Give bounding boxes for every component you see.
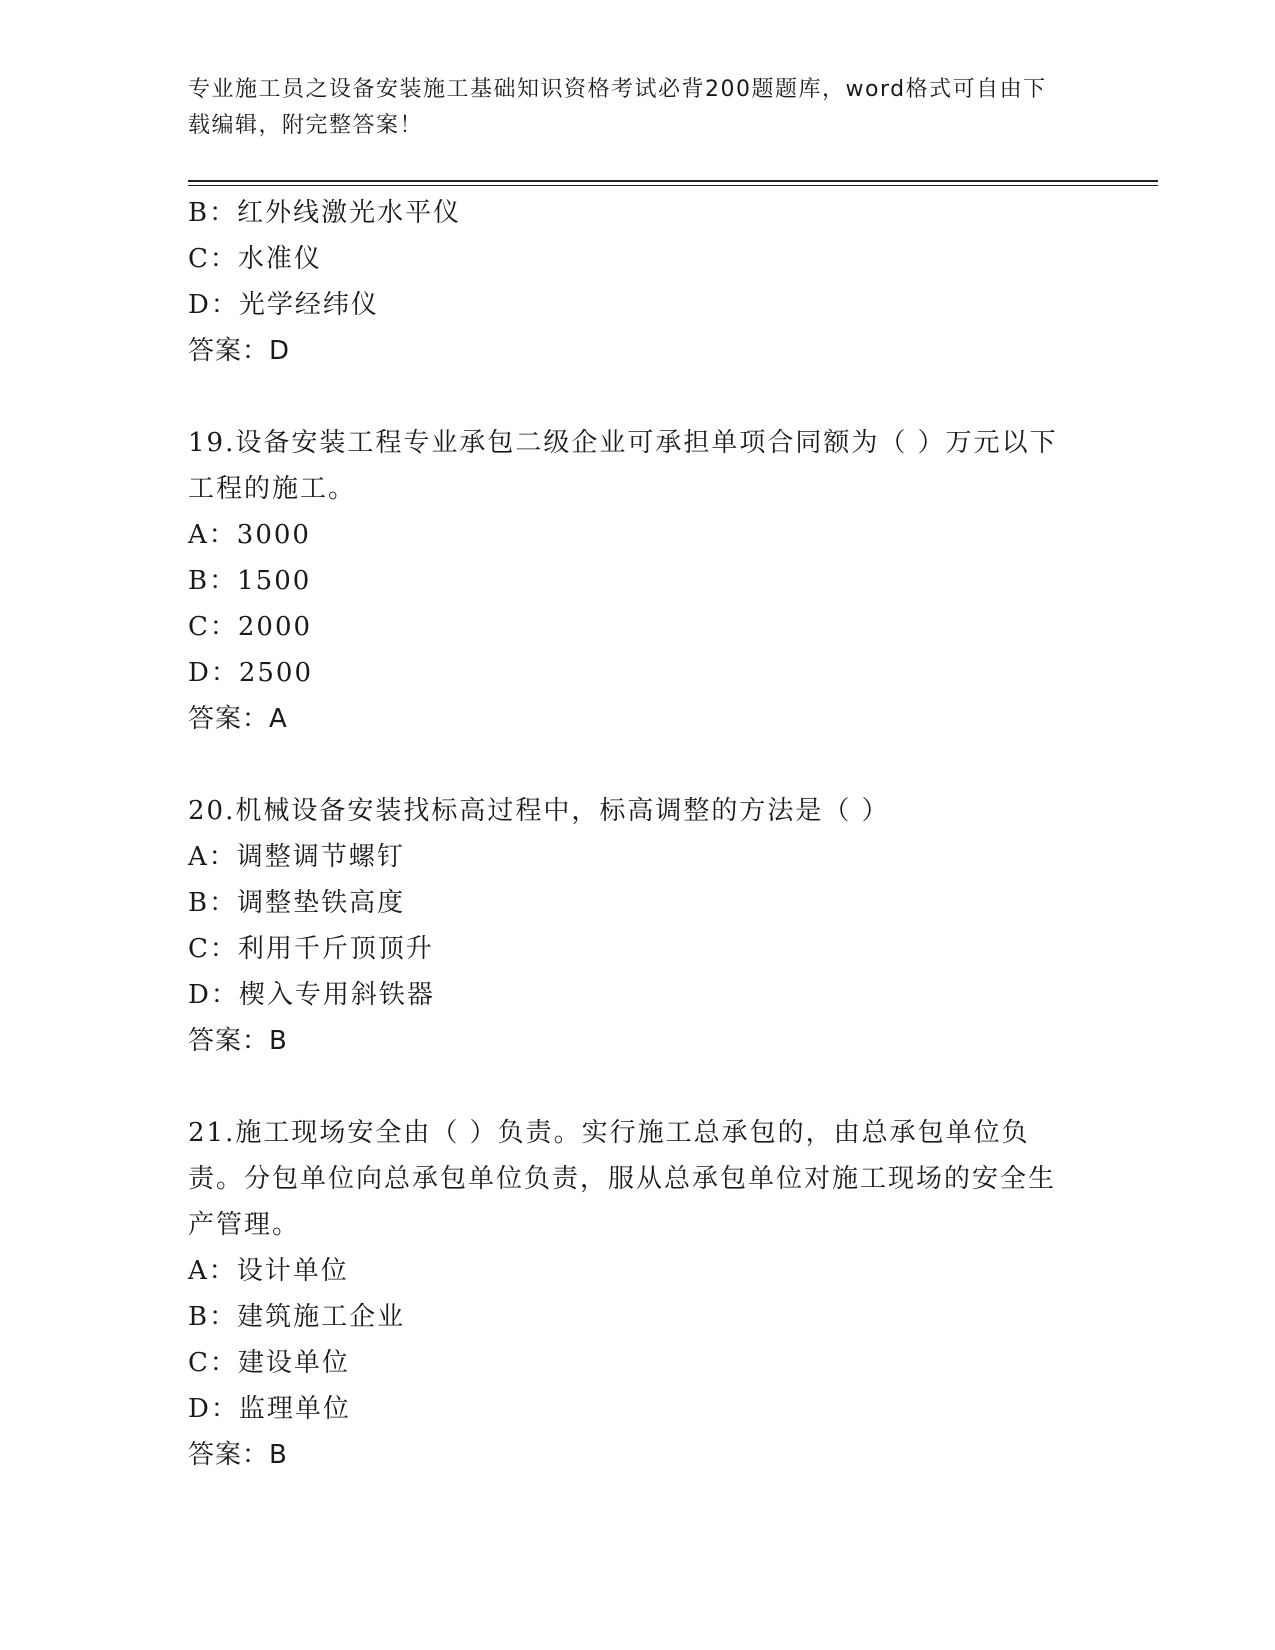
option-line: B：1500: [188, 566, 312, 596]
option-line: D：监理单位: [188, 1394, 351, 1424]
question-text: 21.施工现场安全由（ ）负责。实行施工总承包的，由总承包单位负责。分包单位向总承包单位负责，服从总承包单位对施工现场的安全生产管理。: [188, 1118, 1057, 1240]
option-line: A：设计单位: [188, 1256, 349, 1286]
spacer: [188, 1064, 1068, 1110]
spacer: [188, 742, 1068, 788]
option-line: B：调整垫铁高度: [188, 888, 406, 918]
option-line: D：光学经纬仪: [188, 290, 379, 320]
answer-line: 答案：A: [188, 704, 288, 734]
option-line: A：3000: [188, 520, 311, 550]
document-header: 专业施工员之设备安装施工基础知识资格考试必背200题题库，word格式可自由下载编辑，附完整答案！: [188, 77, 1047, 138]
spacer: [188, 374, 1068, 420]
answer-line: 答案：D: [188, 336, 291, 366]
option-line: C：水准仪: [188, 244, 322, 274]
option-line: B：红外线激光水平仪: [188, 198, 462, 228]
option-line: D：2500: [188, 658, 314, 688]
header-divider: [188, 180, 1158, 186]
option-line: D：楔入专用斜铁器: [188, 980, 435, 1010]
answer-line: 答案：B: [188, 1440, 288, 1470]
option-line: B：建筑施工企业: [188, 1302, 406, 1332]
question-text: 20.机械设备安装找标高过程中，标高调整的方法是（ ）: [188, 796, 890, 826]
question-text: 19.设备安装工程专业承包二级企业可承担单项合同额为（ ）万元以下工程的施工。: [188, 428, 1058, 504]
document-page: [188, 72, 1158, 1470]
option-line: C：建设单位: [188, 1348, 350, 1378]
option-line: C：2000: [188, 612, 313, 642]
option-line: A：调整调节螺钉: [188, 842, 405, 872]
option-line: C：利用千斤顶顶升: [188, 934, 434, 964]
question-content: [188, 190, 1068, 1478]
answer-line: 答案：B: [188, 1026, 288, 1056]
